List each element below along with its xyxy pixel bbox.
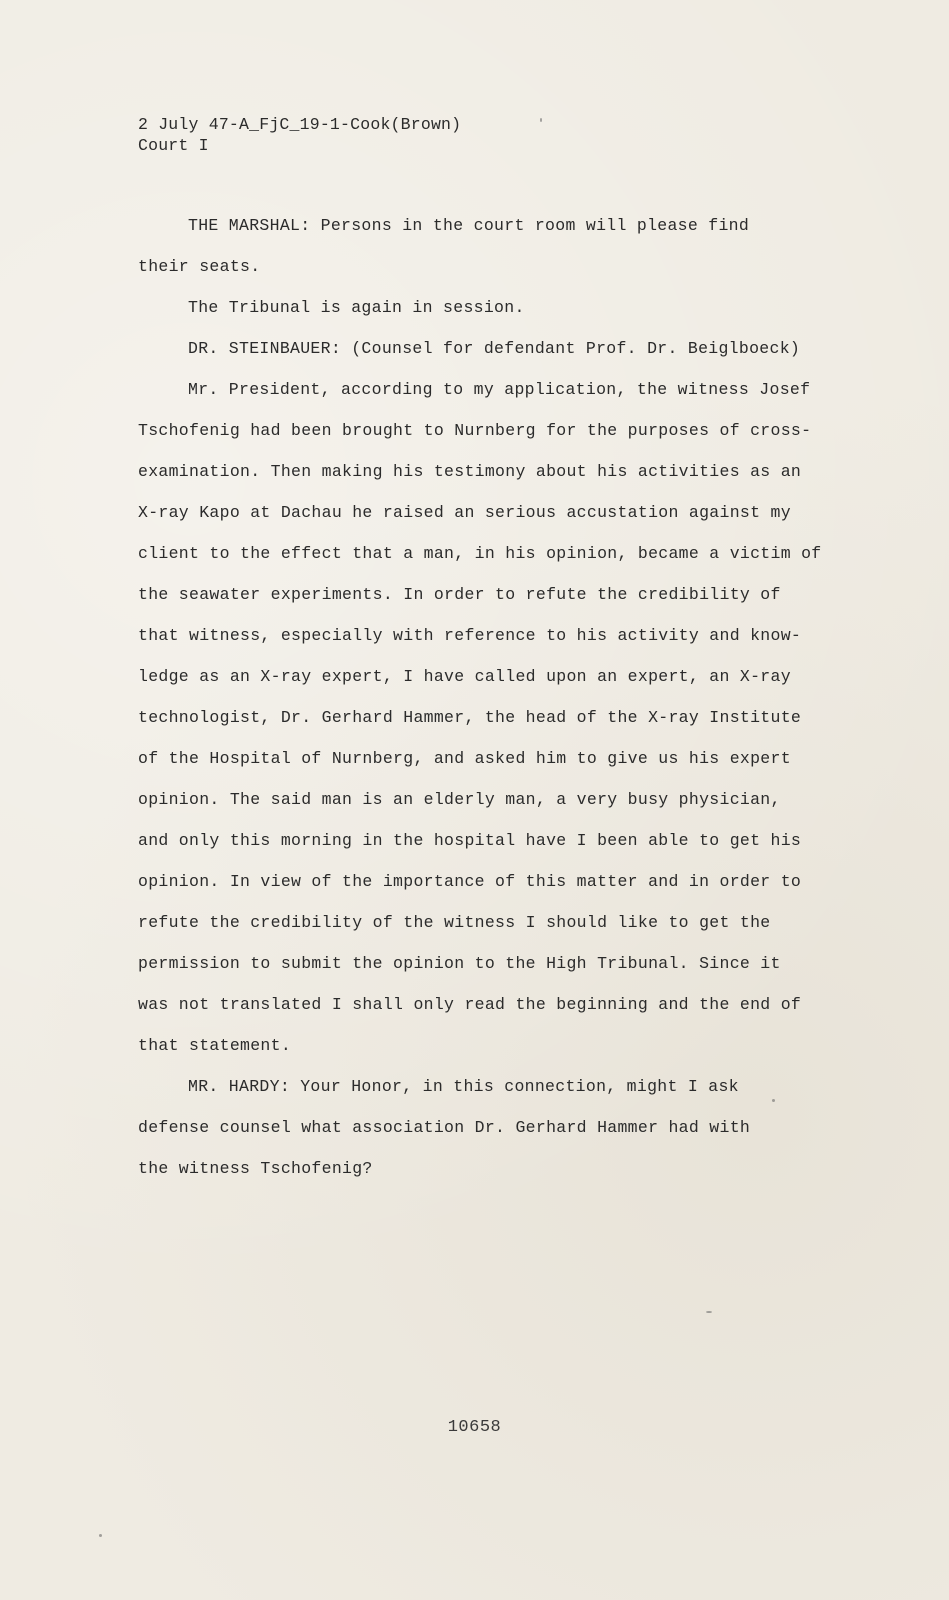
steinbauer-paragraph [138, 410, 828, 1066]
marshal-paragraph-cont [138, 246, 828, 287]
text-line: and only this morning in the hospital have I been able to get his [138, 831, 802, 850]
steinbauer-paragraph-first [138, 369, 828, 410]
text-line: was not translated I shall only read the beginning and the end of [138, 995, 802, 1014]
text-line: ledge as an X-ray expert, I have called upon an expert, an X-ray [138, 667, 791, 686]
text-line: DR. STEINBAUER: (Counsel for defendant Prof. Dr. Beiglboeck) [188, 339, 801, 358]
page-number: 10658 [447, 1418, 502, 1437]
text-line: Mr. President, according to my application, the witness Josef [188, 380, 811, 399]
hardy-paragraph-first [138, 1066, 828, 1107]
text-line: defense counsel what association Dr. Gerhard Hammer had with [138, 1118, 751, 1137]
steinbauer-intro [138, 328, 828, 369]
text-line: THE MARSHAL: Persons in the court room will please find [188, 216, 750, 235]
paper-speck [540, 118, 542, 122]
document-header [138, 114, 461, 156]
text-line: technologist, Dr. Gerhard Hammer, the head of the X-ray Institute [138, 708, 802, 727]
text-line: opinion. The said man is an elderly man, a very busy physician, [138, 790, 781, 809]
text-line: X-ray Kapo at Dachau he raised an serious accustation against my [138, 503, 791, 522]
text-line: their seats. [138, 257, 261, 276]
text-line: opinion. In view of the importance of this matter and in order to [138, 872, 802, 891]
text-line: refute the credibility of the witness I should like to get the [138, 913, 771, 932]
paper-speck [99, 1534, 102, 1537]
paper-speck [772, 1099, 775, 1102]
text-line: that witness, especially with reference to his activity and know- [138, 626, 802, 645]
text-line: the seawater experiments. In order to refute the credibility of [138, 585, 781, 604]
header-reference: 2 July 47-A_FjC_19-1-Cook(Brown) [138, 115, 462, 134]
text-line: that statement. [138, 1036, 292, 1055]
paper-speck [706, 1311, 712, 1313]
text-line: permission to submit the opinion to the High Tribunal. Since it [138, 954, 781, 973]
text-line: Tschofenig had been brought to Nurnberg for the purposes of cross- [138, 421, 812, 440]
marshal-paragraph [138, 205, 828, 246]
text-line: of the Hospital of Nurnberg, and asked him to give us his expert [138, 749, 791, 768]
text-line: MR. HARDY: Your Honor, in this connection, might I ask [188, 1077, 739, 1096]
header-court: Court I [138, 136, 209, 155]
text-line: examination. Then making his testimony about his activities as an [138, 462, 802, 481]
text-line: client to the effect that a man, in his opinion, became a victim of [138, 544, 822, 563]
hardy-paragraph [138, 1107, 828, 1189]
session-paragraph [138, 287, 828, 328]
text-line: the witness Tschofenig? [138, 1159, 373, 1178]
transcript-body [138, 205, 828, 1189]
text-line: The Tribunal is again in session. [188, 298, 525, 317]
